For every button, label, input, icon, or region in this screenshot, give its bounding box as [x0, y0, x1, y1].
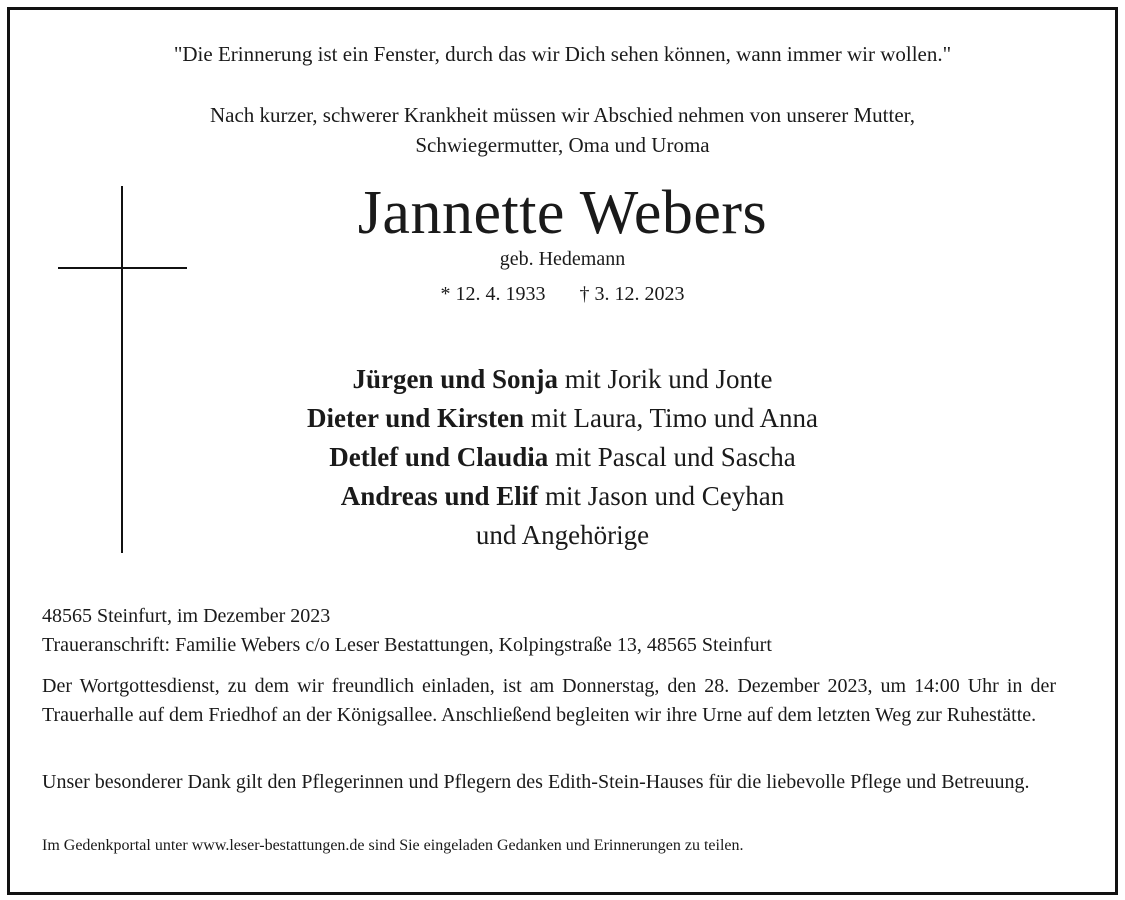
maiden-name: geb. Hedemann: [499, 248, 626, 270]
family-names: Andreas und Elif: [340, 481, 539, 511]
family-names: Detlef und Claudia: [329, 442, 549, 472]
birth-date: * 12. 4. 1933: [440, 283, 546, 305]
family-children: mit Jorik und Jonte: [558, 364, 773, 394]
place-and-address: [42, 602, 1056, 660]
family-children: mit Jason und Ceyhan: [538, 481, 785, 511]
family-children: mit Laura, Timo und Anna: [523, 403, 818, 433]
intro-text: [0, 100, 1125, 160]
intro-line-1: Nach kurzer, schwerer Krankheit müssen wir Abschied nehmen von unserer Mutter,: [209, 103, 916, 127]
family-list: [0, 360, 1125, 555]
place-date: 48565 Steinfurt, im Dezember 2023: [42, 605, 331, 627]
family-line: [0, 399, 1125, 438]
family-line: [0, 477, 1125, 516]
death-date: † 3. 12. 2023: [579, 283, 685, 305]
family-names: Jürgen und Sonja: [352, 364, 559, 394]
memorial-portal-note: Im Gedenkportal unter www.leser-bestattungen.de sind Sie eingeladen Gedanken und Erinnerungen zu teilen.: [42, 837, 744, 854]
family-line: [0, 360, 1125, 399]
mourning-address: Traueranschrift: Familie Webers c/o Leser Bestattungen, Kolpingstraße 13, 48565 Steinfurt: [42, 634, 772, 656]
service-info: Der Wortgottesdienst, zu dem wir freundlich einladen, ist am Donnerstag, den 28. Dezember 2023, um 14:00 Uhr in der Trauerhalle auf dem Friedhof an der Königsallee. Anschließend begleiten wir ihre Urne auf dem letzten Weg zur Ruhestätte.: [42, 675, 1056, 726]
relatives-line: und Angehörige: [475, 520, 650, 550]
life-dates: [0, 283, 1125, 306]
family-children: mit Pascal und Sascha: [548, 442, 796, 472]
family-line: [0, 438, 1125, 477]
family-names: Dieter und Kirsten: [306, 403, 524, 433]
memorial-quote: "Die Erinnerung ist ein Fenster, durch das wir Dich sehen können, wann immer wir wollen.": [173, 42, 952, 66]
deceased-name: Jannette Webers: [357, 179, 768, 247]
intro-line-2: Schwiegermutter, Oma und Uroma: [415, 133, 710, 157]
thanks-note: Unser besonderer Dank gilt den Pflegerinnen und Pflegern des Edith-Stein-Hauses für die liebevolle Pflege und Betreuung.: [42, 771, 1030, 793]
